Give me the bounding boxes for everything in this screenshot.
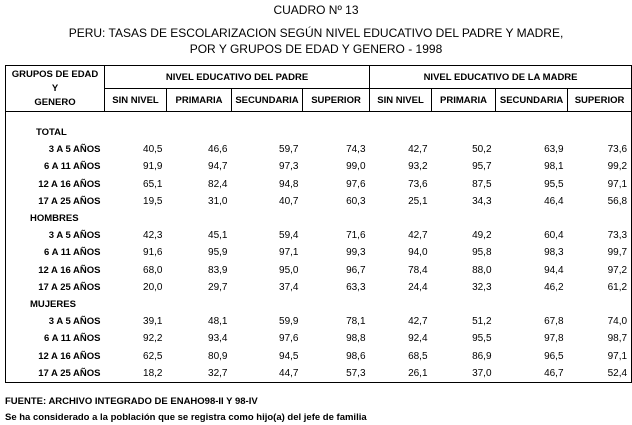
rate-cell: 68,5 [408, 350, 428, 362]
table-row [6, 141, 632, 158]
column-header: SECUNDARIA [232, 89, 303, 112]
rate-cell: 59,7 [279, 144, 299, 156]
column-header: SUPERIOR [568, 89, 632, 112]
rate-cell: 26,1 [370, 365, 432, 383]
rate-cell: 42,7 [408, 230, 428, 242]
group-label: TOTAL [6, 124, 105, 141]
age-group-label: 6 A 11 AÑOS [6, 330, 105, 347]
rate-cell: 92,2 [143, 333, 163, 345]
column-header: SIN NIVEL [370, 89, 432, 112]
rate-cell: 95,5 [544, 178, 564, 190]
rate-cell: 97,1 [568, 176, 632, 193]
cuadro-number: CUADRO Nº 13 [273, 3, 359, 17]
mother-education-header: NIVEL EDUCATIVO DE LA MADRE [370, 66, 632, 89]
rate-cell: 32,3 [472, 281, 492, 293]
rate-cell: 97,3 [279, 161, 299, 173]
rate-cell: 73,6 [408, 178, 428, 190]
rate-cell: 71,6 [346, 230, 366, 242]
table-row [6, 313, 632, 330]
rate-cell: 78,4 [408, 264, 428, 276]
rate-cell: 46,7 [496, 365, 568, 383]
rate-cell: 46,4 [544, 195, 564, 207]
rate-cell: 78,1 [346, 316, 366, 328]
rate-cell: 46,6 [208, 144, 228, 156]
rate-cell: 24,4 [408, 281, 428, 293]
rate-cell: 82,4 [208, 178, 228, 190]
rate-cell: 97,1 [279, 247, 299, 259]
rate-cell: 94,0 [408, 247, 428, 259]
rate-cell: 68,0 [143, 264, 163, 276]
spacer-row [6, 112, 632, 125]
rate-cell: 96,7 [346, 264, 366, 276]
table-row [6, 244, 632, 261]
rate-cell: 97,2 [568, 262, 632, 279]
column-header: SUPERIOR [303, 89, 370, 112]
rate-cell: 32,7 [167, 365, 232, 383]
group-label: MUJERES [6, 296, 105, 313]
rate-cell: 98,8 [346, 333, 366, 345]
rate-cell: 95,8 [472, 247, 492, 259]
rate-cell: 42,7 [408, 144, 428, 156]
rate-cell: 98,7 [568, 330, 632, 347]
rate-cell: 63,3 [346, 281, 366, 293]
rate-cell: 88,0 [472, 264, 492, 276]
rate-cell: 91,6 [143, 247, 163, 259]
rate-cell: 44,7 [232, 365, 303, 383]
rate-cell: 45,1 [208, 230, 228, 242]
age-group-label: 12 A 16 AÑOS [6, 347, 105, 364]
corner-header-line-1: GRUPOS DE EDAD [11, 68, 99, 80]
rate-cell: 93,2 [408, 161, 428, 173]
table-row [6, 347, 632, 364]
age-group-label: 17 A 25 AÑOS [6, 365, 105, 383]
rate-cell: 48,1 [208, 316, 228, 328]
rate-cell: 57,3 [303, 365, 370, 383]
rate-cell: 94,5 [279, 350, 299, 362]
source-note: FUENTE: ARCHIVO INTEGRADO DE ENAHO98-II Y 98-IV [5, 396, 258, 407]
column-header: PRIMARIA [167, 89, 232, 112]
table-title-line-2: POR Y GRUPOS DE EDAD Y GENERO - 1998 [189, 42, 443, 56]
age-group-label: 12 A 16 AÑOS [6, 176, 105, 193]
rate-cell: 51,2 [472, 316, 492, 328]
population-note: Se ha considerado a la población que se registra como hijo(a) del jefe de familia [5, 412, 367, 423]
column-header: PRIMARIA [432, 89, 496, 112]
rate-cell: 99,3 [346, 247, 366, 259]
rate-cell: 59,4 [279, 230, 299, 242]
rate-cell: 92,4 [408, 333, 428, 345]
rate-cell: 97,6 [346, 178, 366, 190]
rate-cell: 93,4 [208, 333, 228, 345]
rate-cell: 42,3 [143, 230, 163, 242]
rate-cell: 39,1 [143, 316, 163, 328]
table-row [6, 227, 632, 244]
column-header: SECUNDARIA [496, 89, 568, 112]
corner-header-line-3: GENERO [34, 96, 76, 108]
table-row [6, 158, 632, 175]
table-row [6, 330, 632, 347]
rate-cell: 67,8 [544, 316, 564, 328]
rate-cell: 34,3 [472, 195, 492, 207]
rate-cell: 61,2 [568, 279, 632, 296]
age-group-label: 17 A 25 AÑOS [6, 193, 105, 210]
rate-cell: 62,5 [143, 350, 163, 362]
age-group-label: 6 A 11 AÑOS [6, 244, 105, 261]
group-row [6, 296, 632, 313]
rate-cell: 65,1 [143, 178, 163, 190]
rate-cell: 96,5 [544, 350, 564, 362]
rate-cell: 20,0 [143, 281, 163, 293]
rate-cell: 60,4 [544, 230, 564, 242]
age-group-label: 3 A 5 AÑOS [6, 227, 105, 244]
rate-cell: 60,3 [346, 195, 366, 207]
rate-cell: 99,7 [568, 244, 632, 261]
rate-cell: 94,8 [279, 178, 299, 190]
rate-cell: 95,5 [472, 333, 492, 345]
group-row [6, 210, 632, 227]
schooling-rates-table [5, 65, 632, 383]
age-group-label: 6 A 11 AÑOS [6, 158, 105, 175]
group-label: HOMBRES [6, 210, 105, 227]
rate-cell: 91,9 [143, 161, 163, 173]
rate-cell: 42,7 [408, 316, 428, 328]
table-title-line-1: PERU: TASAS DE ESCOLARIZACION SEGÚN NIVEL EDUCATIVO DEL PADRE Y MADRE, [68, 26, 564, 40]
rate-cell: 37,4 [279, 281, 299, 293]
rate-cell: 86,9 [472, 350, 492, 362]
rate-cell: 95,9 [208, 247, 228, 259]
rate-cell: 98,6 [346, 350, 366, 362]
rate-cell: 59,9 [279, 316, 299, 328]
table-row [6, 279, 632, 296]
rate-cell: 40,7 [279, 195, 299, 207]
rate-cell: 73,6 [568, 141, 632, 158]
rate-cell: 56,8 [568, 193, 632, 210]
table-row [6, 193, 632, 210]
column-header: SIN NIVEL [105, 89, 167, 112]
rate-cell: 80,9 [208, 350, 228, 362]
age-group-label: 12 A 16 AÑOS [6, 262, 105, 279]
rate-cell: 99,2 [568, 158, 632, 175]
rate-cell: 37,0 [432, 365, 496, 383]
rate-cell: 97,1 [568, 347, 632, 364]
rate-cell: 73,3 [568, 227, 632, 244]
table-row [6, 262, 632, 279]
rate-cell: 98,3 [544, 247, 564, 259]
rate-cell: 18,2 [105, 365, 167, 383]
rate-cell: 49,2 [472, 230, 492, 242]
rate-cell: 98,1 [544, 161, 564, 173]
rate-cell: 74,0 [568, 313, 632, 330]
rate-cell: 19,5 [143, 195, 163, 207]
rate-cell: 40,5 [143, 144, 163, 156]
table-row [6, 176, 632, 193]
rate-cell: 63,9 [544, 144, 564, 156]
table-body [6, 112, 632, 383]
table-row [6, 365, 632, 383]
father-education-header: NIVEL EDUCATIVO DEL PADRE [105, 66, 370, 89]
age-group-label: 3 A 5 AÑOS [6, 313, 105, 330]
age-group-label: 3 A 5 AÑOS [6, 141, 105, 158]
rate-cell: 95,7 [472, 161, 492, 173]
group-row [6, 124, 632, 141]
rate-cell: 97,8 [544, 333, 564, 345]
rate-cell: 94,4 [544, 264, 564, 276]
corner-header-line-2: Y [51, 82, 59, 94]
rate-cell: 87,5 [472, 178, 492, 190]
rate-cell: 52,4 [568, 365, 632, 383]
rate-cell: 50,2 [472, 144, 492, 156]
rate-cell: 25,1 [408, 195, 428, 207]
rate-cell: 74,3 [346, 144, 366, 156]
rate-cell: 95,0 [279, 264, 299, 276]
rate-cell: 31,0 [208, 195, 228, 207]
rate-cell: 83,9 [208, 264, 228, 276]
rate-cell: 46,2 [544, 281, 564, 293]
rate-cell: 99,0 [346, 161, 366, 173]
corner-header [6, 66, 105, 112]
rate-cell: 94,7 [208, 161, 228, 173]
rate-cell: 97,6 [279, 333, 299, 345]
age-group-label: 17 A 25 AÑOS [6, 279, 105, 296]
rate-cell: 29,7 [208, 281, 228, 293]
